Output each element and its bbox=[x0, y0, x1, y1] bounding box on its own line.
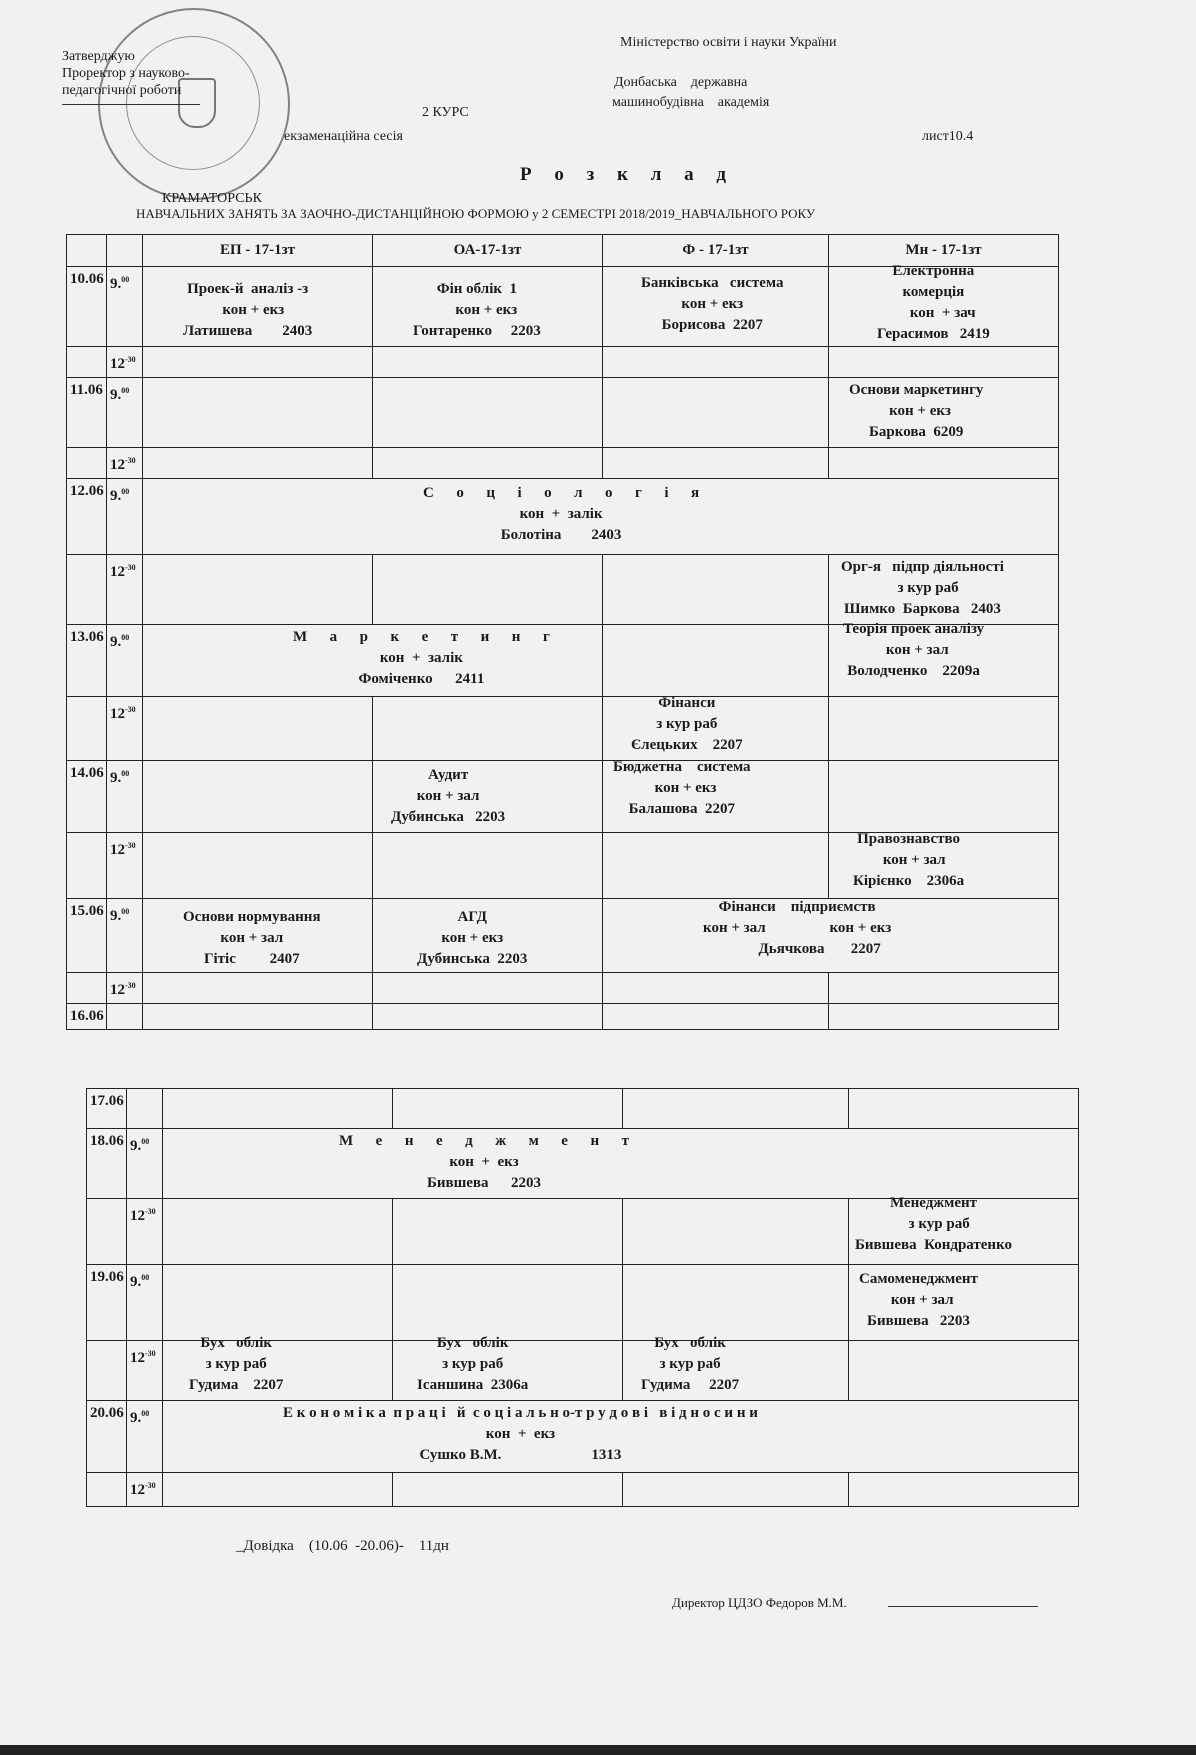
sheet-number: лист10.4 bbox=[922, 129, 974, 144]
lesson-cell: Бух облік з кур раб Гудима 2207 bbox=[163, 1341, 393, 1401]
lesson-cell bbox=[163, 1199, 393, 1265]
lesson-cell: Самоменеджмент кон + зал Бившева 2203 bbox=[849, 1265, 1079, 1341]
course: 2 КУРС bbox=[422, 105, 469, 120]
lesson-cell bbox=[603, 833, 829, 899]
time-cell: $12^{-30}$ bbox=[107, 347, 143, 378]
time-cell: $12^{-30}$ bbox=[127, 1341, 163, 1401]
lesson-cell bbox=[373, 697, 603, 761]
lesson-cell bbox=[163, 1265, 393, 1341]
lesson-cell bbox=[829, 1004, 1059, 1030]
group-header: ОА-17-1зт bbox=[373, 235, 603, 267]
lesson-cell bbox=[373, 347, 603, 378]
lesson-cell bbox=[143, 761, 373, 833]
signature-line bbox=[888, 1606, 1038, 1607]
lesson-cell: Правознавство кон + зал Кірієнко 2306а bbox=[829, 833, 1059, 899]
time-cell: 9.00 bbox=[127, 1401, 163, 1473]
lesson-cell bbox=[143, 833, 373, 899]
time-cell: 9.00 bbox=[127, 1265, 163, 1341]
lesson-cell: Банківська система кон + екз Борисова 2207 bbox=[603, 267, 829, 347]
lesson-cell bbox=[603, 378, 829, 448]
lesson-cell: Основи нормування кон + зал Гітіс 2407 bbox=[143, 899, 373, 973]
time-cell: 9.00 bbox=[107, 761, 143, 833]
session: екзаменаційна сесія bbox=[284, 129, 403, 144]
corner-cell bbox=[67, 235, 107, 267]
lesson-cell-merged: Фінанси підприємств кон + зал кон + екз Дьячкова 2207 bbox=[603, 899, 1059, 973]
lesson-cell: Бюджетна система кон + екз Балашова 2207 bbox=[603, 761, 829, 833]
lesson-cell bbox=[603, 448, 829, 479]
approve-line: Затверджую bbox=[62, 49, 135, 64]
lesson-cell bbox=[849, 1341, 1079, 1401]
lesson-cell bbox=[373, 833, 603, 899]
approve-line: педагогічної роботи bbox=[62, 83, 182, 98]
lesson-cell-merged: С о ц і о л о г і я кон + залік Болотіна 2403 bbox=[143, 479, 1059, 555]
date-cell: 16.06 bbox=[67, 1004, 107, 1030]
lesson-cell bbox=[623, 1265, 849, 1341]
date-cell bbox=[87, 1341, 127, 1401]
lesson-cell-merged: М е н е д ж м е н т кон + екз Бившева 2203 bbox=[163, 1129, 1079, 1199]
lesson-cell bbox=[143, 555, 373, 625]
schedule-table-1 bbox=[66, 234, 1059, 1030]
subtitle: НАВЧАЛЬНИХ ЗАНЯТЬ ЗА ЗАОЧНО-ДИСТАНЦІЙНОЮ ФОРМОЮ у 2 СЕМЕСТРІ 2018/2019_НАВЧАЛЬНОГО РОКУ bbox=[136, 206, 816, 221]
lesson-cell bbox=[623, 1473, 849, 1507]
lesson-cell: Проек-й аналіз -з кон + екз Латишева 2403 bbox=[143, 267, 373, 347]
lesson-cell bbox=[373, 378, 603, 448]
lesson-cell bbox=[829, 697, 1059, 761]
lesson-cell bbox=[849, 1089, 1079, 1129]
lesson-cell: Фін облік 1 кон + екз Гонтаренко 2203 bbox=[373, 267, 603, 347]
date-cell bbox=[67, 973, 107, 1004]
time-cell: 9.00 bbox=[107, 479, 143, 555]
approval-block bbox=[62, 48, 190, 99]
date-cell bbox=[67, 697, 107, 761]
date-cell: 15.06 bbox=[67, 899, 107, 973]
time-cell: $12^{-30}$ bbox=[107, 833, 143, 899]
lesson-cell: Орг-я підпр діяльності з кур раб Шимко Баркова 2403 bbox=[829, 555, 1059, 625]
date-cell: 18.06 bbox=[87, 1129, 127, 1199]
date-cell: 14.06 bbox=[67, 761, 107, 833]
lesson-cell bbox=[829, 448, 1059, 479]
lesson-cell bbox=[373, 448, 603, 479]
lesson-cell-merged: М а р к е т и н г кон + залік Фоміченко 2411 bbox=[143, 625, 603, 697]
date-cell bbox=[67, 555, 107, 625]
reference-note: _Довідка (10.06 -20.06)- 11дн bbox=[236, 1538, 449, 1554]
group-header: Ф - 17-1зт bbox=[603, 235, 829, 267]
time-cell: 9.00 bbox=[107, 899, 143, 973]
lesson-cell: Фінанси з кур раб Єлецьких 2207 bbox=[603, 697, 829, 761]
lesson-cell bbox=[143, 378, 373, 448]
time-cell: 9.00 bbox=[107, 267, 143, 347]
lesson-cell: АГД кон + екз Дубинська 2203 bbox=[373, 899, 603, 973]
time-cell: $12^{-30}$ bbox=[127, 1199, 163, 1265]
lesson-cell bbox=[143, 1004, 373, 1030]
lesson-cell bbox=[393, 1473, 623, 1507]
lesson-cell-merged: Е к о н о м і к а п р а ц і й с о ц і а л ь н о-т р у д о в і в і д н о с и н и кон + екз Сушко В.М. 1313 bbox=[163, 1401, 1079, 1473]
lesson-cell bbox=[623, 1199, 849, 1265]
lesson-cell bbox=[373, 555, 603, 625]
lesson-cell bbox=[623, 1089, 849, 1129]
ministry: Міністерство освіти і науки України bbox=[620, 35, 837, 50]
date-cell: 13.06 bbox=[67, 625, 107, 697]
date-cell: 19.06 bbox=[87, 1265, 127, 1341]
lesson-cell bbox=[163, 1089, 393, 1129]
lesson-cell: Теорія проек аналізу кон + зал Володченко 2209а bbox=[829, 625, 1059, 697]
lesson-cell bbox=[849, 1473, 1079, 1507]
lesson-cell bbox=[143, 973, 373, 1004]
schedule-table-2 bbox=[86, 1088, 1079, 1507]
lesson-cell bbox=[829, 973, 1059, 1004]
time-cell: $12^{-30}$ bbox=[107, 973, 143, 1004]
lesson-cell bbox=[393, 1199, 623, 1265]
lesson-cell: Аудит кон + зал Дубинська 2203 bbox=[373, 761, 603, 833]
lesson-cell bbox=[603, 1004, 829, 1030]
date-cell bbox=[67, 448, 107, 479]
time-cell: 9.00 bbox=[107, 378, 143, 448]
lesson-cell bbox=[373, 1004, 603, 1030]
lesson-cell bbox=[143, 347, 373, 378]
lesson-cell bbox=[393, 1265, 623, 1341]
lesson-cell bbox=[163, 1473, 393, 1507]
lesson-cell bbox=[143, 697, 373, 761]
date-cell: 20.06 bbox=[87, 1401, 127, 1473]
date-cell bbox=[87, 1473, 127, 1507]
time-cell: $12^{-30}$ bbox=[107, 448, 143, 479]
date-cell bbox=[67, 833, 107, 899]
lesson-cell bbox=[393, 1089, 623, 1129]
lesson-cell bbox=[829, 761, 1059, 833]
page-title: Р о з к л а д bbox=[520, 164, 735, 185]
date-cell: 12.06 bbox=[67, 479, 107, 555]
approve-line: Проректор з науково- bbox=[62, 66, 190, 81]
time-cell bbox=[107, 1004, 143, 1030]
academy-line-2: машинобудівна академія bbox=[612, 95, 770, 110]
time-cell: $12^{-30}$ bbox=[127, 1473, 163, 1507]
time-cell bbox=[127, 1089, 163, 1129]
signature-line bbox=[62, 104, 200, 105]
date-cell: 11.06 bbox=[67, 378, 107, 448]
lesson-cell: Менеджмент з кур раб Бившева Кондратенко bbox=[849, 1199, 1079, 1265]
lesson-cell bbox=[373, 973, 603, 1004]
director-signature: Директор ЦДЗО Федоров М.М. bbox=[672, 1595, 847, 1610]
lesson-cell bbox=[603, 347, 829, 378]
lesson-cell bbox=[603, 973, 829, 1004]
corner-cell bbox=[107, 235, 143, 267]
group-header: ЕП - 17-1зт bbox=[143, 235, 373, 267]
time-cell: 9.00 bbox=[127, 1129, 163, 1199]
date-cell: 17.06 bbox=[87, 1089, 127, 1129]
lesson-cell bbox=[829, 347, 1059, 378]
date-cell bbox=[67, 347, 107, 378]
time-cell: 9.00 bbox=[107, 625, 143, 697]
lesson-cell: Бух облік з кур раб Гудима 2207 bbox=[623, 1341, 849, 1401]
group-header: Мн - 17-1зт bbox=[829, 235, 1059, 267]
date-cell: 10.06 bbox=[67, 267, 107, 347]
time-cell: $12^{-30}$ bbox=[107, 697, 143, 761]
lesson-cell bbox=[603, 625, 829, 697]
date-cell bbox=[87, 1199, 127, 1265]
city: КРАМАТОРСЬК bbox=[162, 191, 262, 206]
lesson-cell bbox=[603, 555, 829, 625]
lesson-cell: Бух облік з кур раб Ісаншина 2306а bbox=[393, 1341, 623, 1401]
lesson-cell bbox=[143, 448, 373, 479]
scan-edge bbox=[0, 1745, 1196, 1755]
time-cell: $12^{-30}$ bbox=[107, 555, 143, 625]
lesson-cell: Електронна комерція кон + зач Герасимов 2419 bbox=[829, 267, 1059, 347]
academy-line-1: Донбаська державна bbox=[614, 75, 748, 90]
lesson-cell: Основи маркетингу кон + екз Баркова 6209 bbox=[829, 378, 1059, 448]
